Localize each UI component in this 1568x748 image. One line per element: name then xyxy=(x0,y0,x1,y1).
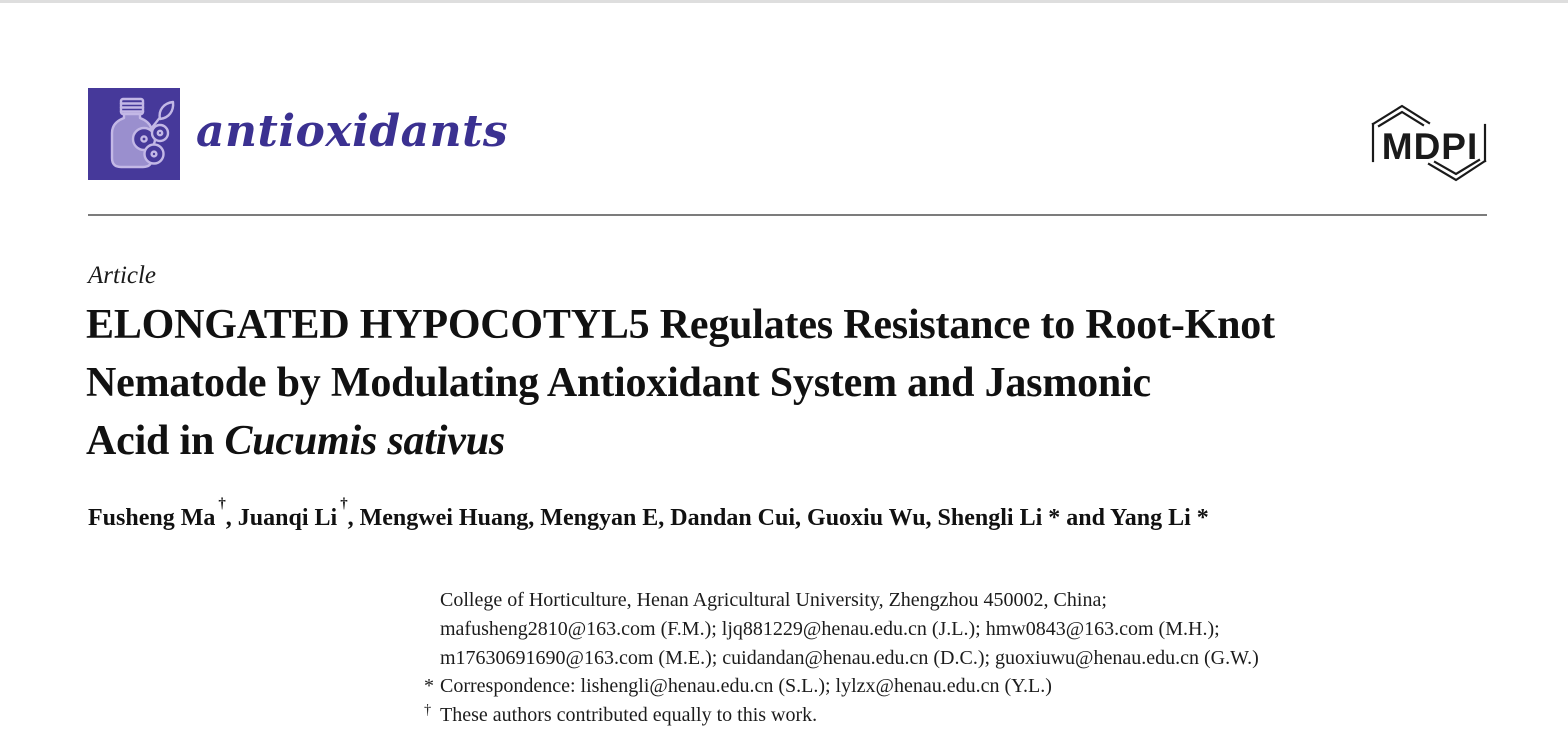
article-type-label: Article xyxy=(88,262,157,289)
header-divider xyxy=(88,214,1487,216)
title-line-3-prefix: Acid in xyxy=(86,418,225,464)
equal-contribution-text: These authors contributed equally to this work. xyxy=(440,704,818,727)
author-group-3: , Mengwei Huang, Mengyan E, Dandan Cui, Guoxiu Wu, Shengli Li * and Yang Li * xyxy=(347,505,1209,531)
mdpi-logo xyxy=(1370,103,1488,183)
antioxidants-journal-logo xyxy=(88,88,180,180)
author-group-2: , Juanqi Li xyxy=(225,505,338,531)
correspondence-note xyxy=(424,672,1259,701)
article-title xyxy=(86,296,1275,470)
title-line-1: ELONGATED HYPOCOTYL5 Regulates Resistance to Root-Knot xyxy=(86,302,1275,348)
affiliation-block xyxy=(424,586,1259,730)
window-top-edge xyxy=(0,0,1568,3)
journal-name: antioxidants xyxy=(196,106,509,157)
affiliation-line: mafusheng2810@163.com (F.M.); ljq881229@henau.edu.cn (J.L.); hmw0843@163.com (M.H.); xyxy=(440,617,1220,640)
title-line-3 xyxy=(86,412,1275,470)
equal-contribution-marker: † xyxy=(424,702,432,719)
species-name: Cucumis sativus xyxy=(224,418,506,464)
dagger-symbol: † xyxy=(340,495,348,512)
authors-line xyxy=(88,496,1209,534)
correspondence-marker: * xyxy=(424,675,434,698)
dagger-symbol: † xyxy=(218,495,226,512)
affiliation-line: College of Horticulture, Henan Agricultural University, Zhengzhou 450002, China; xyxy=(440,589,1107,611)
title-line-2: Nematode by Modulating Antioxidant System and Jasmonic xyxy=(86,360,1151,406)
antioxidants-bottle-icon xyxy=(88,88,180,180)
author-group-1: Fusheng Ma xyxy=(88,505,216,531)
affiliation-line: m17630691690@163.com (M.E.); cuidandan@henau.edu.cn (D.C.); guoxiuwu@henau.edu.cn (G.W.) xyxy=(440,646,1259,669)
mdpi-hexagon-icon xyxy=(1370,103,1488,183)
equal-contribution-note xyxy=(424,701,1259,730)
correspondence-text: Correspondence: lishengli@henau.edu.cn (S.L.); lylzx@henau.edu.cn (Y.L.) xyxy=(440,675,1052,698)
mdpi-wordmark: MDPI xyxy=(1381,126,1479,167)
